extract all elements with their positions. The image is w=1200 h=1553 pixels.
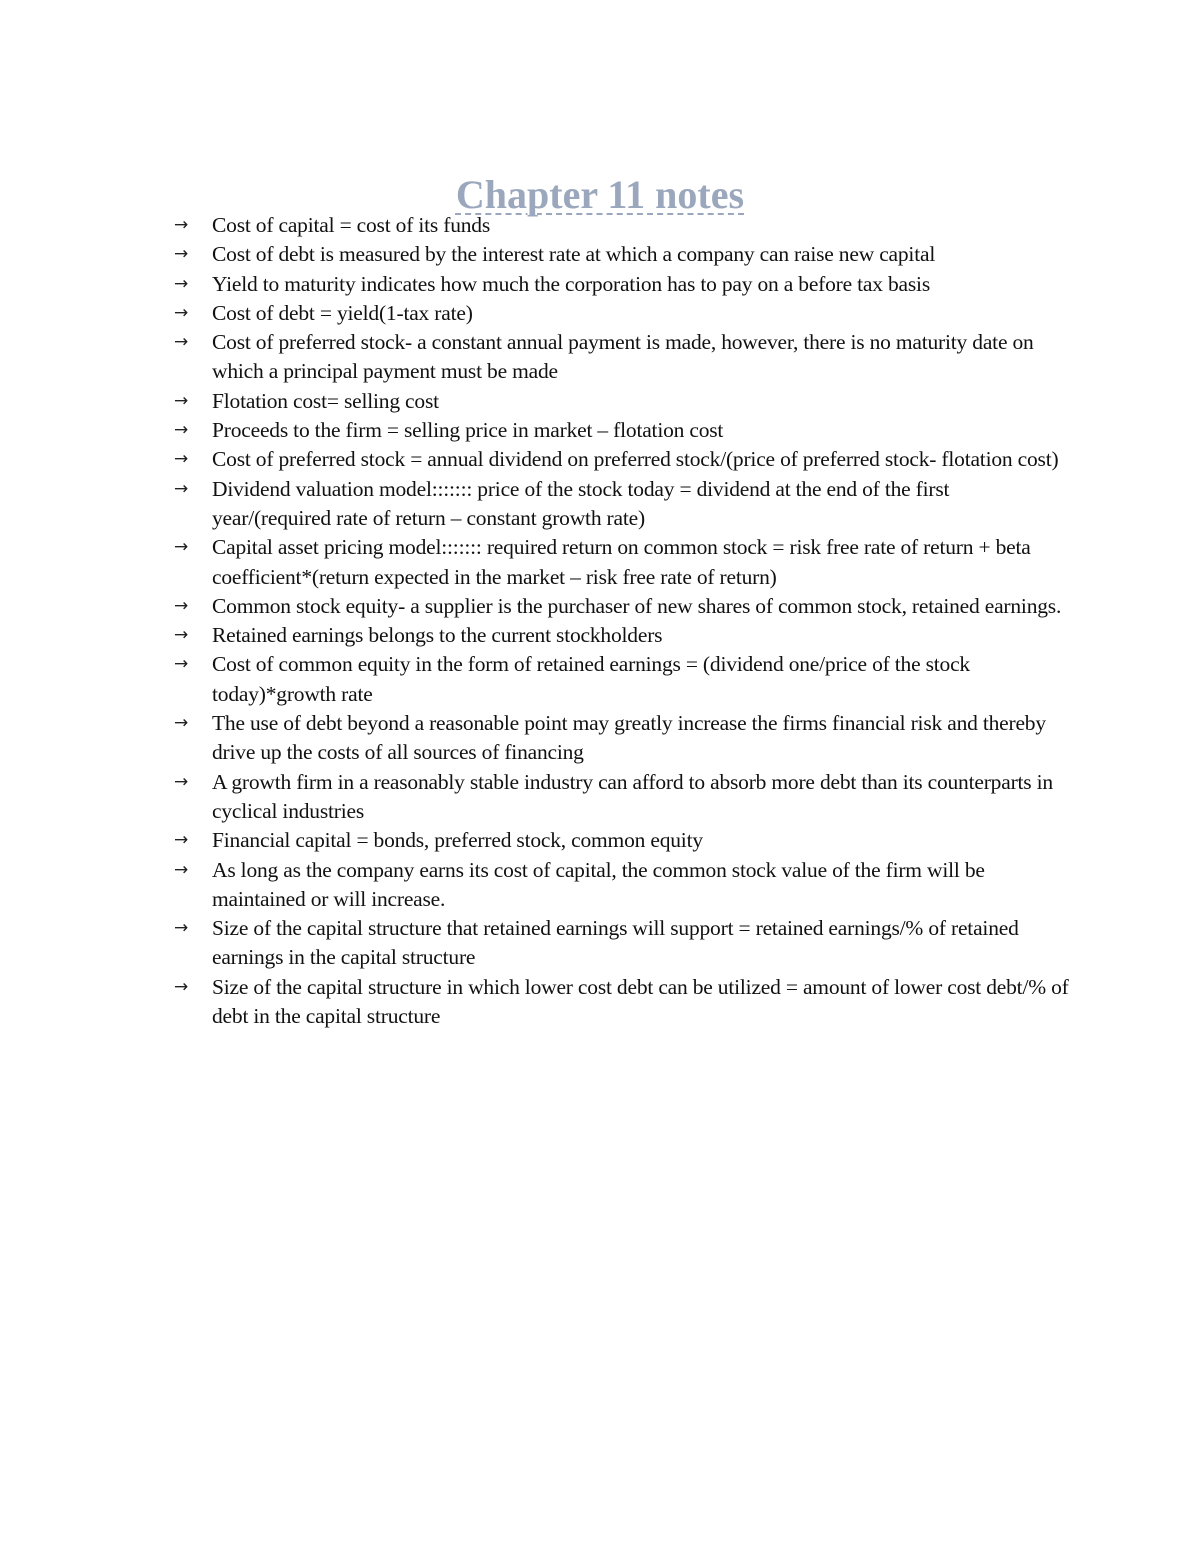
right-arrow-icon: →	[174, 215, 189, 235]
note-text: Retained earnings belongs to the current stockholders	[212, 623, 663, 648]
note-text: As long as the company earns its cost of capital, the common stock value of the firm will be maintained or will increase.	[212, 857, 985, 911]
right-arrow-icon: →	[174, 273, 189, 294]
list-item	[170, 650, 1070, 709]
right-arrow-icon: →	[174, 918, 189, 939]
right-arrow-icon: →	[174, 976, 189, 997]
right-arrow-icon: →	[174, 449, 189, 470]
list-item	[170, 709, 1070, 768]
note-text: Size of the capital structure that retained earnings will support = retained earnings/% of retained earnings in the capital structure	[212, 916, 1019, 970]
right-arrow-icon: →	[174, 625, 189, 646]
list-item	[170, 768, 1070, 827]
note-text: Proceeds to the firm = selling price in market – flotation cost	[212, 418, 724, 443]
notes-list	[170, 211, 1070, 1031]
right-arrow-icon: →	[174, 859, 189, 880]
note-text: Yield to maturity indicates how much the corporation has to pay on a before tax basis	[212, 271, 930, 296]
list-item	[170, 387, 1070, 416]
list-item	[170, 621, 1070, 650]
note-text: Cost of capital = cost of its funds	[212, 213, 491, 237]
note-text: Cost of common equity in the form of retained earnings = (dividend one/price of the stock today)*growth rate	[212, 652, 970, 706]
right-arrow-icon: →	[174, 390, 189, 411]
list-item	[170, 270, 1070, 299]
right-arrow-icon: →	[174, 595, 189, 616]
note-text: Common stock equity- a supplier is the purchaser of new shares of common stock, retained earnings.	[212, 593, 1062, 618]
list-item	[170, 856, 1070, 915]
list-item	[170, 240, 1070, 269]
note-text: The use of debt beyond a reasonable point may greatly increase the firms financial risk and thereby drive up the costs of all sources of financing	[212, 711, 1046, 765]
right-arrow-icon: →	[174, 830, 189, 851]
note-text: Dividend valuation model::::::: price of the stock today = dividend at the end of the first year/(required rate of return – constant growth rate)	[212, 476, 950, 530]
list-item	[170, 299, 1070, 328]
list-item	[170, 328, 1070, 387]
list-item	[170, 592, 1070, 621]
list-item	[170, 211, 1070, 240]
right-arrow-icon: →	[174, 302, 189, 323]
page-title-text: Chapter 11 notes	[455, 171, 745, 217]
list-item	[170, 445, 1070, 474]
note-text: Flotation cost= selling cost	[212, 388, 439, 413]
list-item	[170, 826, 1070, 855]
list-item	[170, 914, 1070, 973]
list-item	[170, 533, 1070, 592]
note-text: Cost of debt is measured by the interest rate at which a company can raise new capital	[212, 242, 936, 267]
note-text: A growth firm in a reasonably stable industry can afford to absorb more debt than its counterparts in cyclical industries	[212, 769, 1053, 823]
note-text: Capital asset pricing model::::::: required return on common stock = risk free rate of return + beta coefficient*(return expected in the market – risk free rate of return)	[212, 535, 1031, 589]
note-text: Cost of preferred stock- a constant annual payment is made, however, there is no maturity date on which a principal payment must be made	[212, 330, 1034, 384]
right-arrow-icon: →	[174, 654, 189, 675]
right-arrow-icon: →	[174, 537, 189, 558]
right-arrow-icon: →	[174, 771, 189, 792]
right-arrow-icon: →	[174, 420, 189, 441]
list-item	[170, 973, 1070, 1032]
list-item	[170, 475, 1070, 534]
note-text: Cost of debt = yield(1-tax rate)	[212, 300, 473, 325]
note-text: Financial capital = bonds, preferred stock, common equity	[212, 828, 703, 853]
right-arrow-icon: →	[174, 713, 189, 734]
right-arrow-icon: →	[174, 478, 189, 499]
right-arrow-icon: →	[174, 244, 189, 265]
note-text: Size of the capital structure in which lower cost debt can be utilized = amount of lower cost debt/% of debt in the capital structure	[212, 974, 1069, 1029]
right-arrow-icon: →	[174, 332, 189, 353]
list-item	[170, 416, 1070, 445]
note-text: Cost of preferred stock = annual dividend on preferred stock/(price of preferred stock- flotation cost)	[212, 447, 1059, 472]
